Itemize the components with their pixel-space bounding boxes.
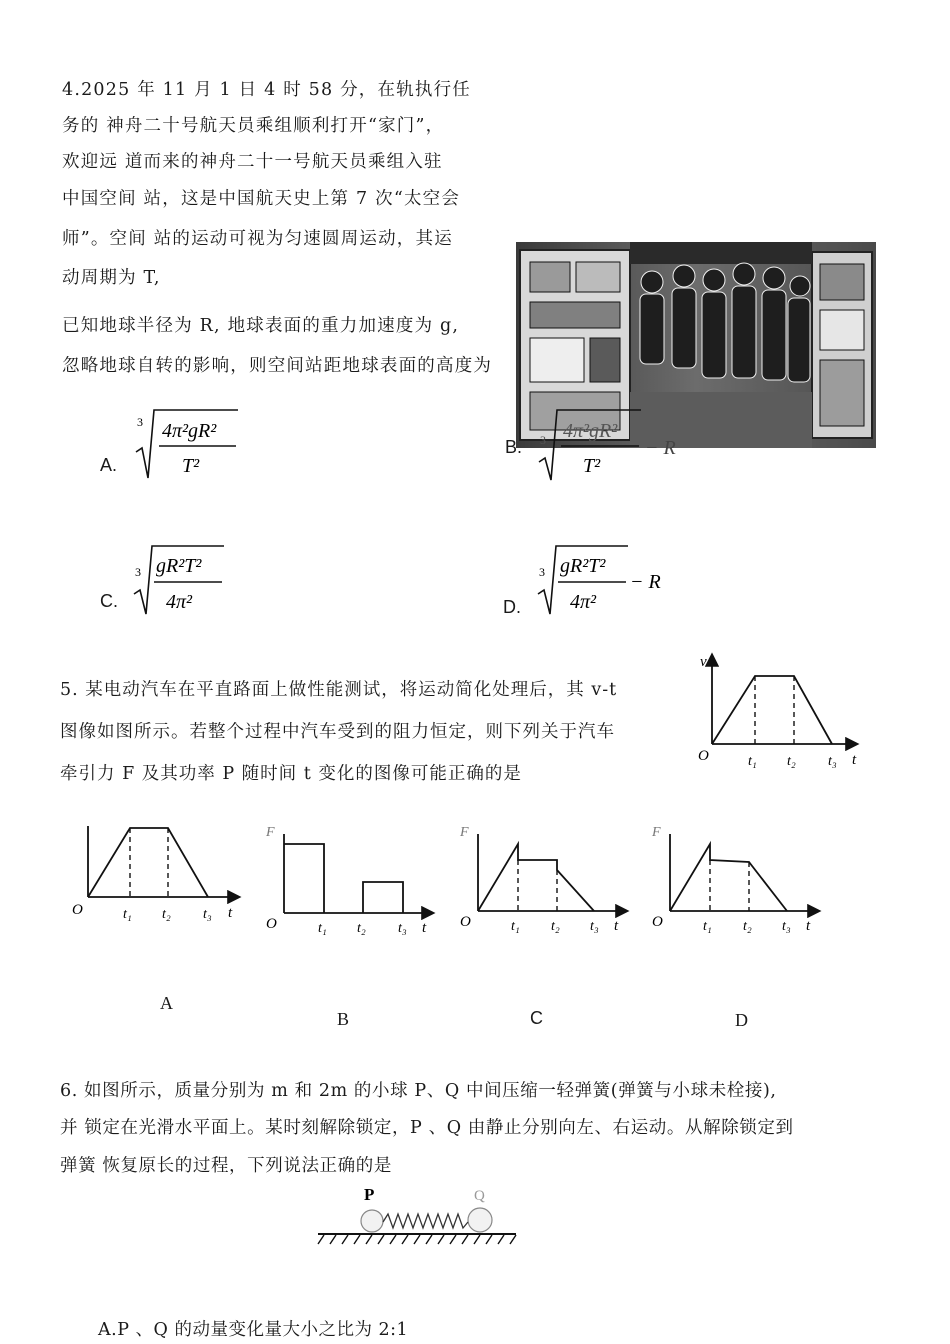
q6-line-3: 弹簧 恢复原长的过程，下列说法正确的是 <box>60 1156 392 1176</box>
q4-option-a-letter[interactable]: A. <box>100 455 118 475</box>
q5-graph-d-tick-t2: t₂ <box>743 919 752 934</box>
q5-graph-d-y-label: F <box>652 825 661 840</box>
q5-graph-d-tick-t1: t₁ <box>703 919 712 934</box>
q6-line-1: 6. 如图所示，质量分别为 m 和 2m 的小球 P、Q 中间压缩一轻弹簧(弹簧与小球未栓接), <box>60 1081 777 1101</box>
q5-option-label-a[interactable]: A <box>160 993 173 1013</box>
q5-graph-a-tick-t3: t₃ <box>203 907 212 922</box>
q5-graph-b-tick-t2: t₂ <box>357 921 366 936</box>
q5-graph-b-tick-t3: t₃ <box>398 921 407 936</box>
q4-option-b-suffix: − R <box>645 437 676 459</box>
q5-graph-c-tick-t3: t₃ <box>590 919 599 934</box>
q4-option-b-letter[interactable]: B. <box>505 437 523 457</box>
q4-line-4: 中国空间 站，这是中国航天史上第 7 次“太空会 <box>62 189 461 209</box>
q4-line-5: 师”。空间 站的运动可视为匀速圆周运动，其运 <box>62 229 453 249</box>
q5-graph-a-tick-t2: t₂ <box>162 907 171 922</box>
q4-line-2: 务的 神舟二十号航天员乘组顺利打开“家门”， <box>62 116 445 136</box>
q4-option-a-denominator: T² <box>182 455 200 477</box>
q5-vt-x-label: t <box>852 752 857 768</box>
svg-text:3: 3 <box>137 415 143 429</box>
q5-graph-a-tick-t1: t₁ <box>123 907 132 922</box>
q4-option-c-numerator: gR²T² <box>156 555 202 577</box>
q5-option-graph-b[interactable] <box>262 822 442 937</box>
q4-line-6: 动周期为 T, <box>62 268 161 288</box>
q5-option-label-c[interactable]: C <box>530 1008 543 1028</box>
q4-option-c-letter[interactable]: C. <box>100 591 118 611</box>
q5-vt-tick-t1: t₁ <box>748 754 757 769</box>
svg-text:3: 3 <box>135 565 141 579</box>
q4-option-d-denominator: 4π² <box>570 591 597 613</box>
q5-graph-c-y-label: F <box>460 825 469 840</box>
q5-vt-tick-t2: t₂ <box>787 754 796 769</box>
q5-option-label-d[interactable]: D <box>735 1010 748 1030</box>
q4-line-3: 欢迎远 道而来的神舟二十一号航天员乘组入驻 <box>62 152 443 172</box>
svg-text:3: 3 <box>539 565 545 579</box>
q5-graph-c-origin: O <box>460 914 471 930</box>
q4-option-c-formula[interactable] <box>132 540 252 620</box>
q5-option-graph-c[interactable] <box>456 822 636 937</box>
q5-graph-c-tick-t1: t₁ <box>511 919 520 934</box>
q5-graph-d-x-label: t <box>806 918 811 934</box>
q5-graph-b-origin: O <box>266 916 277 932</box>
q5-vt-tick-t3: t₃ <box>828 754 837 769</box>
q5-line-3: 牵引力 F 及其功率 P 随时间 t 变化的图像可能正确的是 <box>60 764 522 784</box>
q4-option-b-numerator: 4π²gR² <box>563 420 618 442</box>
q5-graph-c-tick-t2: t₂ <box>551 919 560 934</box>
q5-vt-y-label: v <box>700 654 707 670</box>
q4-condition-1: 已知地球半径为 R, 地球表面的重力加速度为 g, <box>62 316 460 336</box>
q4-line-1: 4.2025 年 11 月 1 日 4 时 58 分，在轨执行任 <box>62 80 472 100</box>
q4-option-d-numerator: gR²T² <box>560 555 606 577</box>
q5-graph-d-tick-t3: t₃ <box>782 919 791 934</box>
q6-option-a[interactable]: A.P 、Q 的动量变化量大小之比为 2:1 <box>98 1320 409 1340</box>
svg-text:3: 3 <box>540 433 546 447</box>
q4-option-d-formula[interactable] <box>536 540 676 620</box>
q5-option-graph-d[interactable] <box>648 822 828 937</box>
q5-line-2: 图像如图所示。若整个过程中汽车受到的阻力恒定，则下列关于汽车 <box>60 722 615 742</box>
q5-graph-a-origin: O <box>72 902 83 918</box>
q5-graph-b-tick-t1: t₁ <box>318 921 327 936</box>
q5-graph-b-x-label: t <box>422 920 427 936</box>
q5-graph-b-y-label: F <box>266 825 275 840</box>
q5-graph-c-x-label: t <box>614 918 619 934</box>
q6-line-2: 并 锁定在光滑水平面上。某时刻解除锁定，P 、Q 由静止分别向左、右运动。从解除锁定到 <box>60 1118 794 1138</box>
q5-line-1: 5. 某电动汽车在平直路面上做性能测试，将运动简化处理后，其 v-t <box>60 680 618 700</box>
q4-option-d-letter[interactable]: D. <box>503 597 521 617</box>
q5-graph-d-origin: O <box>652 914 663 930</box>
q6-label-q: Q <box>474 1188 485 1204</box>
q5-vt-origin: O <box>698 748 709 764</box>
q4-option-a-numerator: 4π²gR² <box>162 420 217 442</box>
q4-option-d-suffix: − R <box>630 571 661 593</box>
q5-option-label-b[interactable]: B <box>337 1009 350 1029</box>
q4-option-a-formula[interactable] <box>132 404 252 484</box>
q4-option-b-denominator: T² <box>583 455 601 477</box>
q6-label-p: P <box>364 1185 375 1204</box>
q6-spring-figure <box>314 1182 520 1252</box>
q5-option-graph-a[interactable] <box>70 818 250 928</box>
q4-option-b-formula[interactable] <box>537 404 707 484</box>
q4-condition-2: 忽略地球自转的影响，则空间站距地球表面的高度为 <box>62 356 493 376</box>
q5-graph-a-x-label: t <box>228 905 233 921</box>
q5-vt-graph <box>692 648 872 772</box>
q4-option-c-denominator: 4π² <box>166 591 193 613</box>
